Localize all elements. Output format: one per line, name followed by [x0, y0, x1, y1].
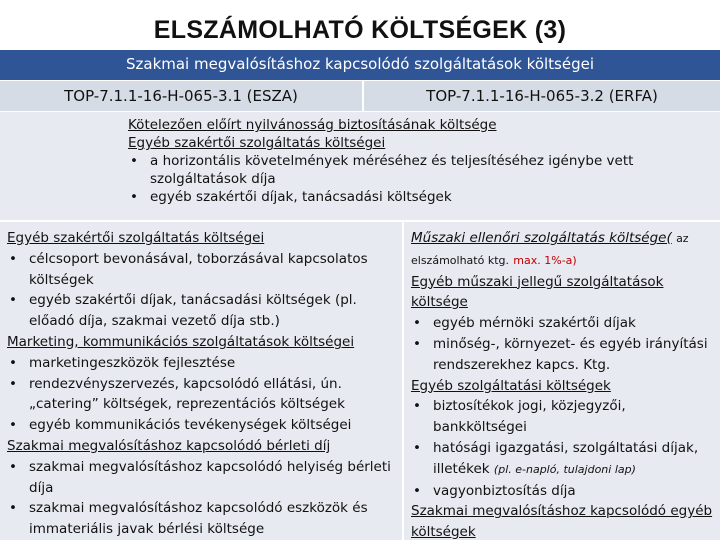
- list-item: [411, 438, 714, 481]
- column-header-erfa: TOP-7.1.1-16-H-065-3.2 (ERFA): [364, 81, 720, 112]
- list-item-text: hatósági igazgatási, szolgáltatási díjak, illetékek: [433, 439, 699, 477]
- list-item: • célcsoport bevonásával, toborzásával kapcsolatos költségek: [7, 249, 396, 291]
- shared-costs-panel: [0, 112, 720, 220]
- erfa-heading-note-b: elszámolható ktg.: [411, 253, 509, 267]
- erfa-heading-note-limit: max. 1%-a): [513, 253, 577, 267]
- list-item-note: (pl. e-napló, tulajdoni lap): [493, 462, 636, 476]
- list-item: • szakmai megvalósításhoz kapcsolódó helyiség bérleti díja: [7, 457, 396, 499]
- shared-heading-expert: Egyéb szakértői szolgáltatás költségei: [128, 135, 386, 151]
- section-subtitle: Szakmai megvalósításhoz kapcsolódó szolgáltatások költségei: [0, 50, 720, 80]
- column-header-esza: TOP-7.1.1-16-H-065-3.1 (ESZA): [0, 81, 364, 112]
- slide-title: ELSZÁMOLHATÓ KÖLTSÉGEK (3): [153, 16, 567, 44]
- list-item: • egyéb kommunikációs tevékenységek költségei: [7, 415, 396, 436]
- list-item: • a horizontális követelmények méréséhez és teljesítéséhez igénybe vett szolgáltatások díja: [128, 152, 688, 188]
- esza-heading-marketing: Marketing, kommunikációs szolgáltatások költségei: [7, 333, 355, 350]
- list-item: • marketingeszközök fejlesztése: [7, 353, 396, 374]
- erfa-heading-technical-inspector: [411, 228, 714, 250]
- list-item: • szakmai megvalósításhoz kapcsolódó eszközök és immateriális javak bérlési költsége: [7, 498, 396, 540]
- list-item: • biztosítékok jogi, közjegyzői, bankköltségei: [411, 396, 714, 438]
- list-item: • egyéb szakértői díjak, tanácsadási költségek (pl. előadó díja, szakmai vezető díja stb.): [7, 290, 396, 332]
- list-item: • minőség-, környezet- és egyéb irányítási rendszerekhez kapcs. Ktg.: [411, 334, 714, 376]
- erfa-heading-other-costs: Szakmai megvalósításhoz kapcsolódó egyéb költségek: [411, 503, 713, 540]
- erfa-heading-technical-inspector-text: Műszaki ellenőri szolgáltatás költsége(: [411, 230, 672, 246]
- erfa-heading-note: [411, 250, 714, 272]
- list-item: • egyéb mérnöki szakértői díjak: [411, 313, 714, 334]
- erfa-heading-note-a: az: [676, 232, 689, 245]
- shared-heading-publicity: Kötelezően előírt nyilvánosság biztosításának költsége: [128, 117, 497, 133]
- erfa-heading-other-services: Egyéb szolgáltatási költségek: [411, 377, 611, 394]
- esza-heading-rent: Szakmai megvalósításhoz kapcsolódó bérleti díj: [7, 437, 331, 454]
- list-item: • vagyonbiztosítás díja: [411, 481, 714, 502]
- erfa-costs-column: [404, 222, 720, 540]
- esza-costs-column: [0, 222, 402, 540]
- list-item: • rendezvényszervezés, kapcsolódó ellátási, ún. „catering” költségek, reprezentációs költségek: [7, 374, 396, 416]
- list-item: • egyéb szakértői díjak, tanácsadási költségek: [128, 188, 688, 206]
- esza-heading-expert: Egyéb szakértői szolgáltatás költségei: [7, 230, 265, 246]
- erfa-heading-technical-services: Egyéb műszaki jellegű szolgáltatások költsége: [411, 273, 664, 311]
